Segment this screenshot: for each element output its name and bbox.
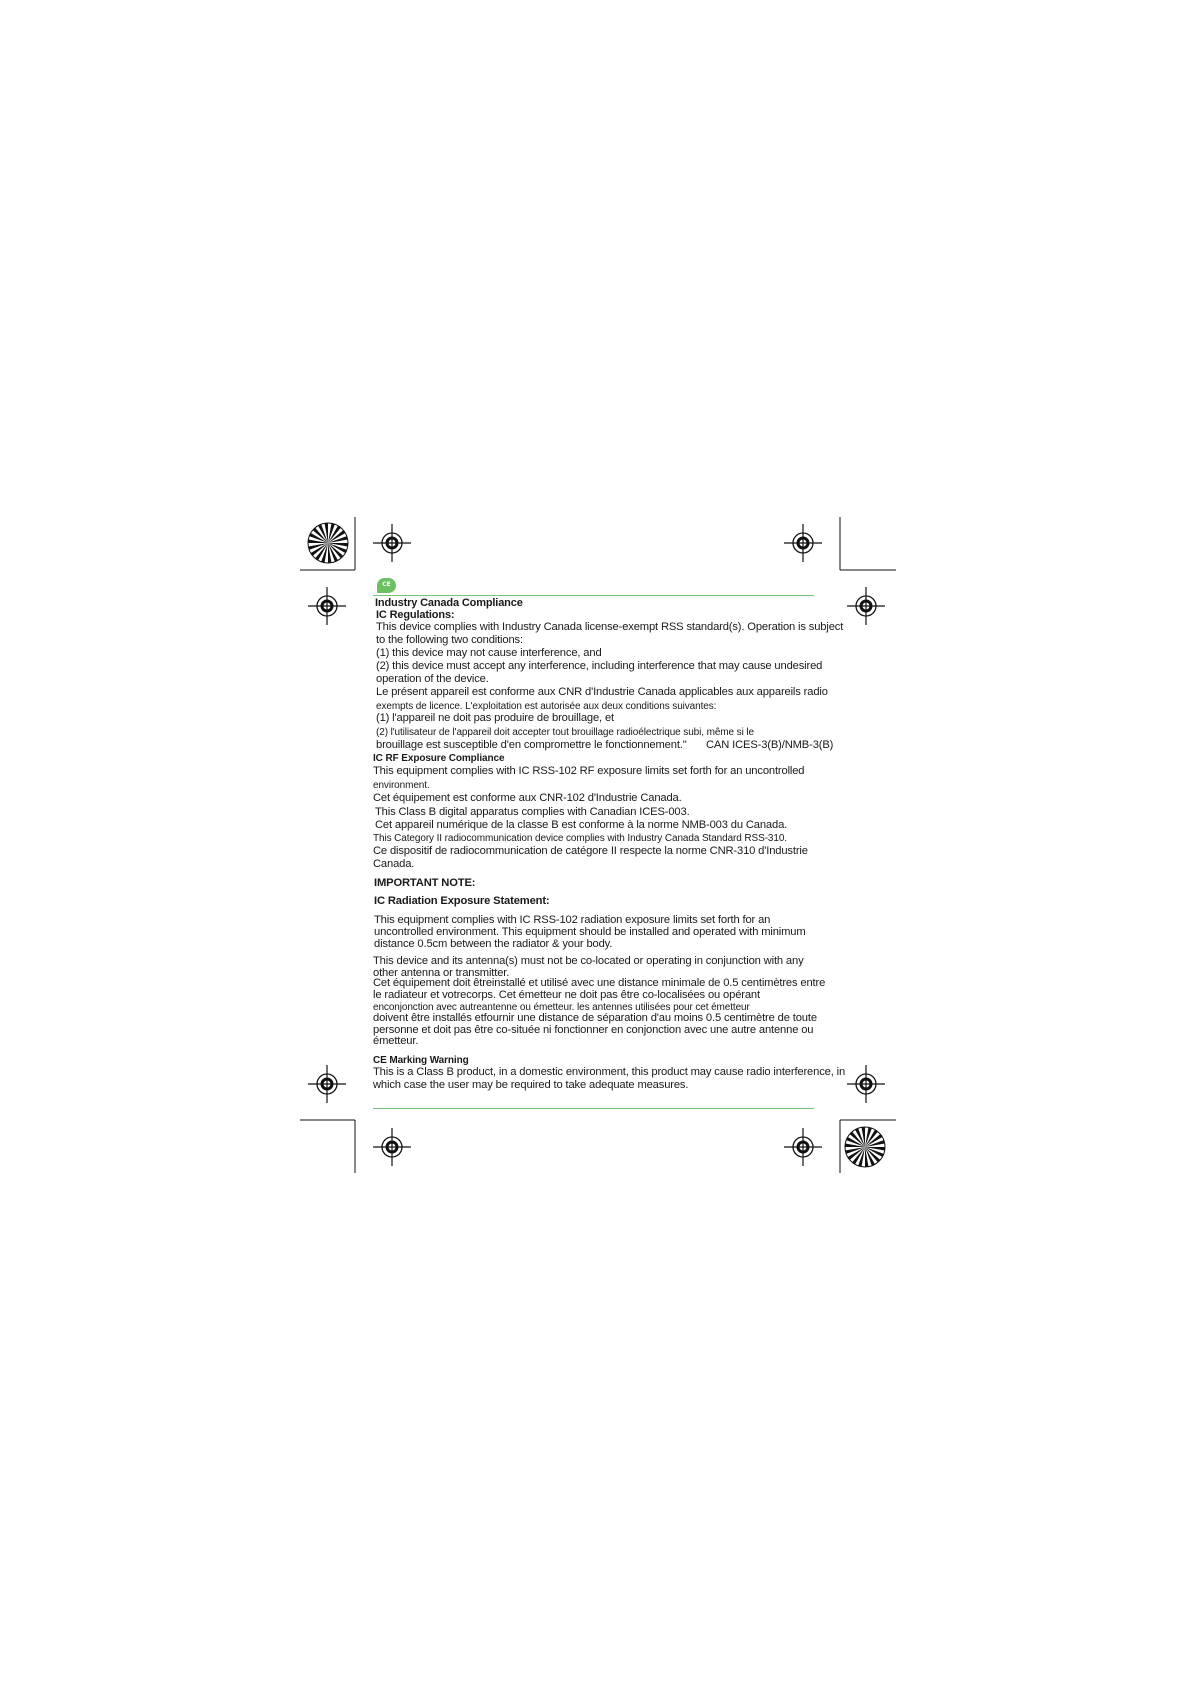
registration-target-icon: [373, 1128, 411, 1166]
registration-target-icon: [847, 1065, 885, 1103]
paragraph-line: Le présent appareil est conforme aux CNR d'Industrie Canada applicables aux appareils radio: [376, 686, 828, 698]
paragraph-line: This equipment complies with IC RSS-102 RF exposure limits set forth for an uncontrolled: [373, 765, 805, 777]
paragraph-line: uncontrolled environment. This equipment should be installed and operated with minimum: [374, 926, 806, 938]
section-title: Industry Canada Compliance: [375, 597, 523, 609]
paragraph-line: This equipment complies with IC RSS-102 radiation exposure limits set forth for an: [374, 914, 771, 926]
section-subtitle: IC Radiation Exposure Statement:: [374, 895, 550, 907]
paragraph-line: brouillage est susceptible d'en compromettre le fonctionnement.": [376, 739, 687, 751]
star-target-icon: [845, 1127, 885, 1167]
paragraph-line: Cet appareil numérique de la classe B est conforme à la norme NMB-003 du Canada.: [375, 819, 788, 831]
section-subtitle: IC Regulations:: [376, 609, 455, 621]
paragraph-line: enconjonction avec autreantenne ou émetteur. les antennes utilisées pour cet émetteur: [373, 1002, 750, 1013]
paragraph-line: This is a Class B product, in a domestic environment, this product may cause radio interference, in: [373, 1066, 846, 1078]
paragraph-line: other antenna or transmitter.: [373, 967, 510, 979]
ices-label: CAN ICES-3(B)/NMB-3(B): [706, 739, 834, 751]
paragraph-line: operation of the device.: [376, 673, 489, 685]
paragraph-line: Cet équipement est conforme aux CNR-102 d'Industrie Canada.: [373, 792, 682, 804]
paragraph-line: le radiateur et votrecorps. Cet émetteur ne doit pas être co-localisées ou opérant: [373, 989, 760, 1001]
paragraph-line: personne et doit pas être co-située ni fonctionner en conjonction avec une autre antenne ou: [373, 1024, 814, 1036]
registration-target-icon: [847, 587, 885, 625]
registration-target-icon: [308, 587, 346, 625]
paragraph-line: environment.: [373, 780, 430, 791]
star-target-icon: [308, 523, 348, 563]
paragraph-line: émetteur.: [373, 1035, 419, 1047]
crop-mark-bottom-left: [300, 1120, 355, 1173]
paragraph-line: This Category II radiocommunication device complies with Industry Canada Standard RSS-310.: [373, 833, 787, 844]
top-rule: [373, 595, 814, 596]
paragraph-line: This device and its antenna(s) must not be co-located or operating in conjunction with any: [373, 955, 804, 967]
paragraph-line: Cet équipement doit êtreinstallé et utilisé avec une distance minimale de 0.5 centimètres entre: [373, 977, 826, 989]
paragraph-line: This Class B digital apparatus complies with Canadian ICES-003.: [375, 806, 690, 818]
crop-mark-top-right: [840, 517, 896, 570]
paragraph-line: doivent être installés etfournir une distance de séparation d'au moins 0.5 centimètre de toute: [373, 1012, 817, 1024]
ce-badge-icon: CE: [377, 578, 396, 593]
paragraph-line: Canada.: [373, 858, 415, 870]
paragraph-line: This device complies with Industry Canada license-exempt RSS standard(s). Operation is subject: [376, 621, 844, 633]
paragraph-line: which case the user may be required to take adequate measures.: [373, 1079, 689, 1091]
paragraph-line: (1) l'appareil ne doit pas produire de brouillage, et: [376, 712, 614, 724]
paragraph-line: (1) this device may not cause interference, and: [376, 647, 602, 659]
registration-target-icon: [308, 1065, 346, 1103]
registration-target-icon: [373, 524, 411, 562]
paragraph-line: distance 0.5cm between the radiator & your body.: [374, 938, 613, 950]
section-title: IC RF Exposure Compliance: [373, 753, 505, 764]
paragraph-line: (2) l'utilisateur de l'appareil doit accepter tout brouillage radioélectrique subi, même si le: [376, 727, 754, 738]
registration-target-icon: [784, 524, 822, 562]
paragraph-line: Ce dispositif de radiocommunication de catégore II respecte la norme CNR-310 d'Industrie: [373, 845, 808, 857]
section-title: CE Marking Warning: [373, 1055, 469, 1066]
paragraph-line: to the following two conditions:: [376, 634, 523, 646]
section-title: IMPORTANT NOTE:: [374, 877, 476, 889]
bottom-rule: [373, 1108, 814, 1109]
paragraph-line: (2) this device must accept any interference, including interference that may cause undesired: [376, 660, 823, 672]
paragraph-line: exempts de licence. L'exploitation est autorisée aux deux conditions suivantes:: [376, 701, 717, 712]
registration-target-icon: [784, 1128, 822, 1166]
